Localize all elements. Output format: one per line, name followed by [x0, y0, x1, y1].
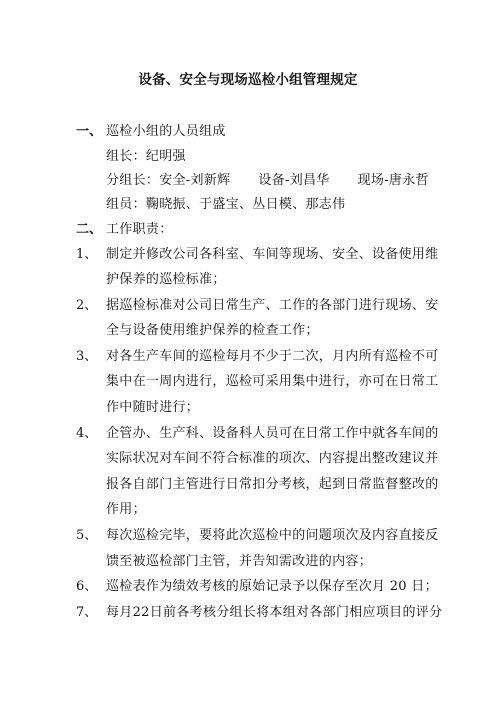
section-1-heading: 巡检小组的人员组成: [106, 124, 226, 139]
item-text-line: 企管办、生产科、设备科人员可在日常工作中就各车间的: [106, 426, 439, 441]
document-title: 设备、安全与现场巡检小组管理规定: [138, 72, 358, 88]
item-text-line: 对各生产车间的巡检每月不少于二次，月内所有巡检不可: [106, 349, 439, 364]
item-number: 1、: [76, 247, 98, 262]
item-text-line: 报各自部门主管进行日常扣分考核，起到日常监督整改的: [106, 477, 439, 492]
section-2-heading: 工作职责：: [106, 222, 173, 237]
item-text-line: 实际状况对车间不符合标准的项次、内容提出整改建议并: [106, 451, 439, 466]
item-number: 7、: [76, 605, 98, 620]
leader-line: 组长：纪明强: [106, 149, 186, 164]
item-number: 5、: [76, 528, 98, 543]
subleader-equipment: 设备-刘昌华: [258, 173, 330, 188]
members-line: 组员：鞠晓振、于盛宝、丛日模、那志伟: [106, 197, 346, 212]
item-text-line: 作中随时进行；: [106, 400, 200, 415]
item-number: 2、: [76, 298, 98, 313]
item-number: 6、: [76, 579, 98, 594]
item-text-line: 据巡检标准对公司日常生产、工作的各部门进行现场、安: [106, 298, 439, 313]
item-text-line: 全与设备使用维护保养的检查工作；: [106, 323, 319, 338]
item-text-line: 集中在一周内进行，巡检可采用集中进行，亦可在日常工: [106, 374, 439, 389]
item-text-line: 馈至被巡检部门主管，并告知需改进的内容；: [106, 554, 373, 569]
item-number: 4、: [76, 426, 98, 441]
subleader-site: 现场-唐永哲: [357, 173, 429, 188]
subleaders-label: 分组长：: [106, 173, 160, 188]
section-2-marker: 二、: [76, 222, 103, 237]
item-text-line: 护保养的巡检标准；: [106, 272, 226, 287]
item-text-line: 每次巡检完毕，要将此次巡检中的问题项次及内容直接反: [106, 528, 439, 543]
item-text-line: 每月22日前各考核分组长将本组对各部门相应项目的评分: [106, 605, 443, 620]
subleader-safety: 安全-刘新辉: [159, 173, 231, 188]
section-1-marker: 一、: [76, 124, 103, 139]
item-text-line: 制定并修改公司各科室、车间等现场、安全、设备使用维: [106, 247, 439, 262]
subleaders-line: [106, 169, 429, 188]
item-number: 3、: [76, 349, 98, 364]
item-text-line: 巡检表作为绩效考核的原始记录予以保存至次月 20 日；: [106, 579, 438, 594]
item-text-line: 作用；: [106, 502, 146, 517]
